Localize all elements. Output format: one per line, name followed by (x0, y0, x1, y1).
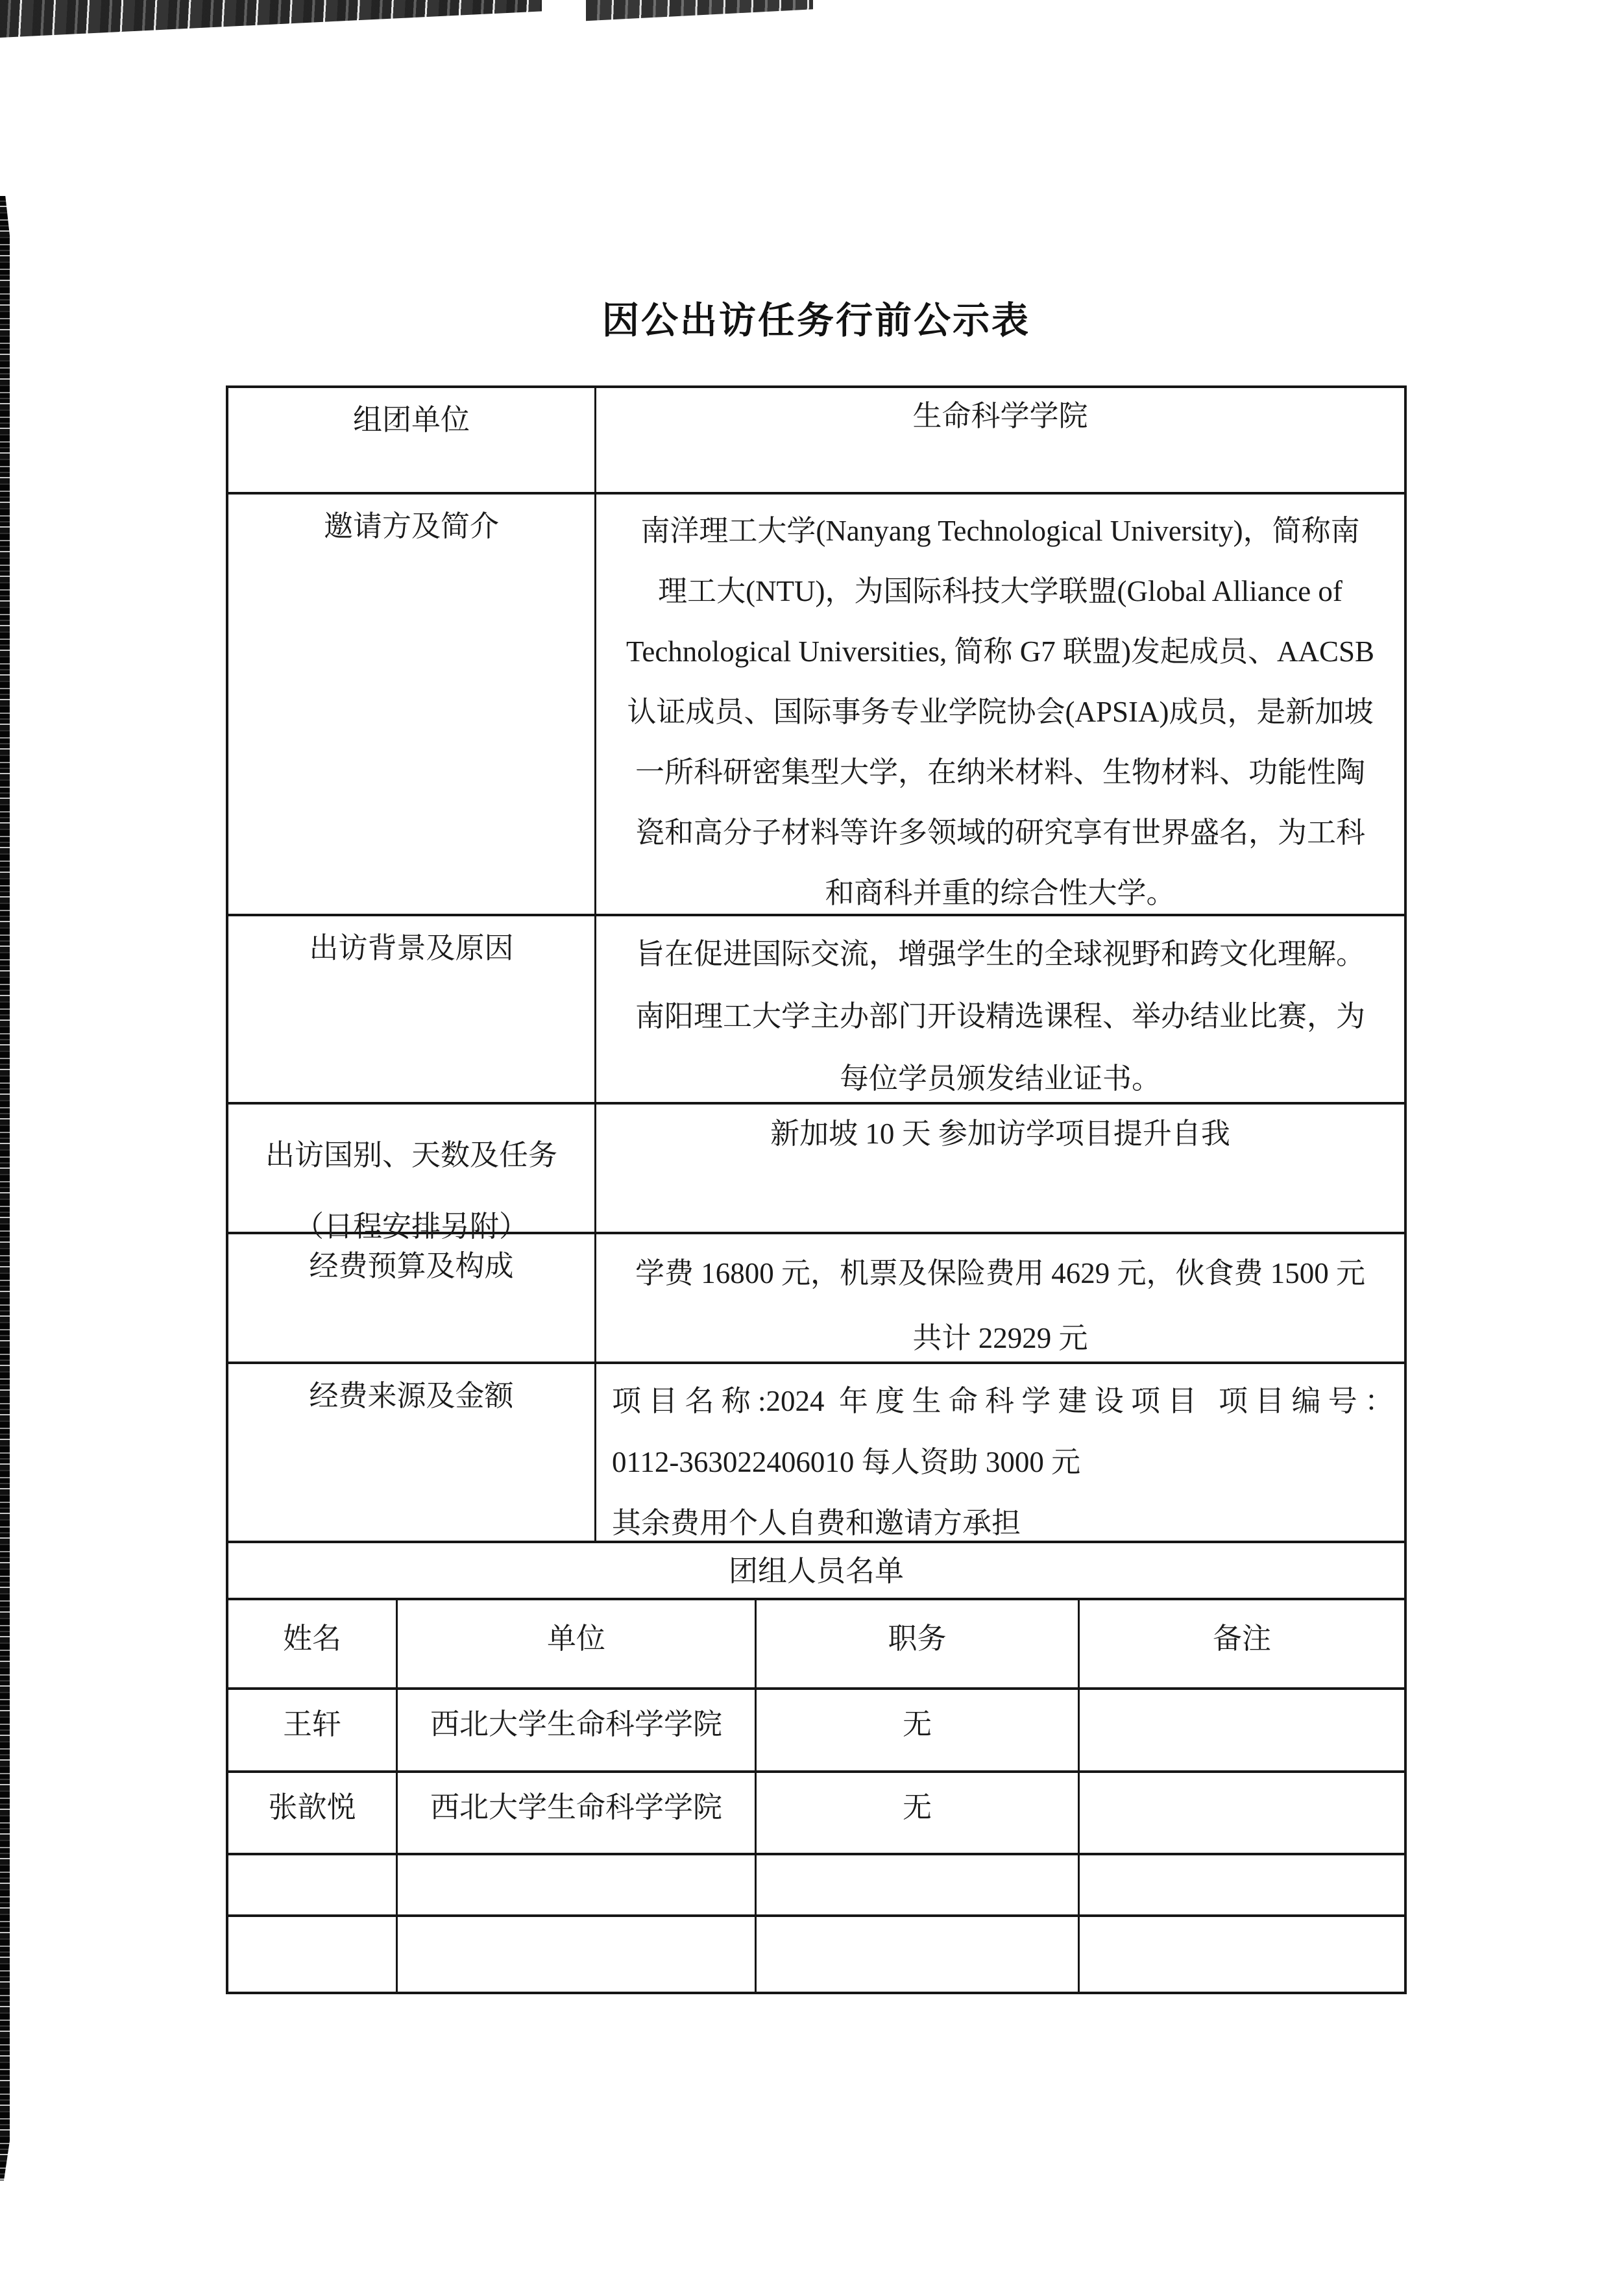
inviter-line: 一所科研密集型大学，在纳米材料、生物材料、功能性陶 (635, 756, 1365, 788)
member-unit (398, 1917, 757, 1992)
destination-value: 新加坡 10 天 参加访学项目提升自我 (770, 1117, 1230, 1150)
scan-artifact-top-left (0, 0, 542, 38)
inviter-intro-value-cell (596, 495, 1404, 914)
row-inviter-intro (228, 492, 1404, 914)
notice-table (226, 385, 1407, 1994)
member-unit: 西北大学生命科学学院 (398, 1773, 757, 1853)
roster-header-name: 姓名 (228, 1600, 398, 1687)
funding-value-cell (596, 1364, 1404, 1541)
scan-artifact-left-edge (0, 196, 10, 2180)
member-duty (757, 1855, 1080, 1914)
budget-label: 经费预算及构成 (309, 1250, 514, 1282)
member-note (1080, 1855, 1404, 1914)
row-destination-days-tasks (228, 1102, 1404, 1243)
organizing-unit-value: 生命科学学院 (912, 400, 1088, 432)
destination-label-cell (228, 1105, 596, 1243)
background-line: 旨在促进国际交流，增强学生的全球视野和跨文化理解。 (635, 938, 1365, 970)
member-unit: 西北大学生命科学学院 (398, 1690, 757, 1770)
inviter-line: 理工大(NTU)，为国际科技大学联盟(Global Alliance of (658, 575, 1343, 607)
visit-background-label-cell (228, 916, 596, 1102)
background-line: 每位学员颁发结业证书。 (839, 1062, 1161, 1095)
inviter-line: 南洋理工大学(Nanyang Technological University)，简称南 (640, 515, 1360, 547)
member-duty: 无 (757, 1773, 1080, 1853)
destination-value-cell (596, 1105, 1404, 1232)
roster-row-empty (228, 1853, 1404, 1914)
page-title: 因公出访任务行前公示表 (602, 300, 1030, 341)
funding-line: 项目名称:2024 年度生命科学建设项目 项目编号： (612, 1385, 1394, 1417)
organizing-unit-label-cell (228, 388, 596, 492)
funding-label: 经费来源及金额 (309, 1380, 514, 1412)
row-funding-source (228, 1362, 1404, 1541)
funding-line: 其余费用个人自费和邀请方承担 (612, 1507, 1021, 1539)
member-name (228, 1855, 398, 1914)
roster-row (228, 1687, 1404, 1770)
inviter-line: 瓷和高分子材料等许多领域的研究享有世界盛名，为工科 (635, 816, 1365, 849)
background-line: 南阳理工大学主办部门开设精选课程、举办结业比赛，为 (635, 1000, 1365, 1032)
row-organizing-unit (228, 388, 1404, 492)
member-duty: 无 (757, 1690, 1080, 1770)
funding-label-cell (228, 1364, 596, 1541)
roster-header-unit: 单位 (398, 1600, 757, 1687)
budget-line: 共计 22929 元 (912, 1322, 1088, 1354)
member-name (228, 1917, 398, 1992)
roster-section-title: 团组人员名单 (228, 1541, 1404, 1598)
roster-header-duty: 职务 (757, 1600, 1080, 1687)
inviter-line: 和商科并重的综合性大学。 (825, 877, 1176, 909)
inviter-line: 认证成员、国际事务专业学院协会(APSIA)成员，是新加坡 (627, 696, 1374, 728)
member-note (1080, 1773, 1404, 1853)
destination-label-line: （日程安排另附） (294, 1210, 528, 1243)
row-visit-background (228, 914, 1404, 1102)
visit-background-value-cell (596, 916, 1404, 1102)
member-unit (398, 1855, 757, 1914)
scan-artifact-top-middle (586, 0, 813, 22)
inviter-intro-label-cell (228, 495, 596, 914)
destination-label-line: 出访国别、天数及任务 (265, 1139, 557, 1171)
member-name: 张歆悦 (228, 1773, 398, 1853)
inviter-intro-label: 邀请方及简介 (323, 510, 499, 543)
inviter-line: Technological Universities, 简称 G7 联盟)发起成员、AACSB (626, 635, 1374, 668)
roster-row-empty (228, 1914, 1404, 1992)
roster-header-note: 备注 (1212, 1622, 1271, 1655)
member-name: 王轩 (228, 1690, 398, 1770)
member-duty (757, 1917, 1080, 1992)
budget-value-cell (596, 1234, 1404, 1362)
roster-row (228, 1770, 1404, 1853)
organizing-unit-label: 组团单位 (352, 404, 470, 436)
roster-header-row (228, 1598, 1404, 1687)
member-note (1080, 1690, 1404, 1770)
funding-line: 0112-363022406010 每人资助 3000 元 (612, 1446, 1081, 1478)
member-note (1080, 1917, 1404, 1992)
row-budget-composition (228, 1232, 1404, 1362)
visit-background-label: 出访背景及原因 (309, 932, 514, 964)
budget-line: 学费 16800 元，机票及保险费用 4629 元，伙食费 1500 元 (635, 1257, 1365, 1289)
budget-label-cell (228, 1234, 596, 1362)
organizing-unit-value-cell (596, 388, 1404, 492)
